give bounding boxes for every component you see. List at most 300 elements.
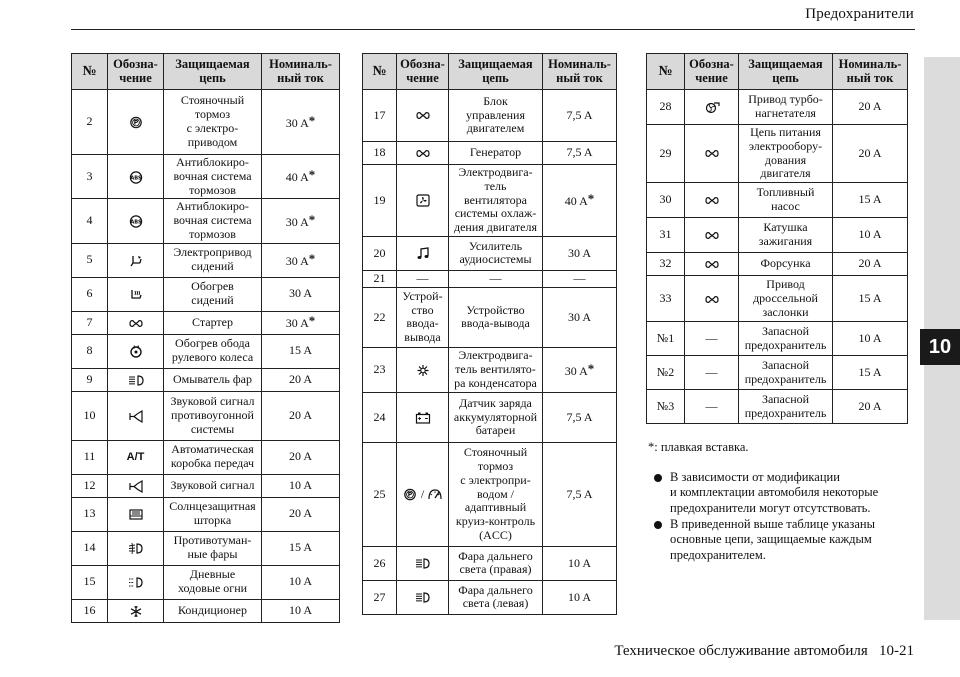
fuse-number-cell bbox=[363, 347, 397, 392]
fuse-rating-cell bbox=[833, 322, 908, 356]
fuse-number-cell bbox=[72, 531, 108, 565]
fuse-circuit-cell bbox=[164, 497, 262, 531]
fuse-circuit: Кондиционер bbox=[178, 602, 247, 617]
fuse-circuit-cell bbox=[449, 90, 543, 142]
fuse-circuit: Привод турбо- нагнетателя bbox=[748, 92, 823, 120]
fuse-rating-cell bbox=[543, 270, 617, 287]
fuse-circuit: Дневные ходовые огни bbox=[177, 567, 248, 596]
fuse-circuit: Звуковой сигнал противоугонной системы bbox=[170, 394, 255, 436]
fuse-rating-cell bbox=[262, 531, 340, 565]
fuse-circuit-cell bbox=[164, 243, 262, 277]
fuse-number-cell bbox=[647, 322, 685, 356]
parking-brake-icon bbox=[128, 116, 144, 129]
fuse-circuit-cell bbox=[449, 347, 543, 392]
fuse-rating: — bbox=[573, 271, 586, 286]
table-row bbox=[72, 277, 340, 311]
fuse-rating-cell bbox=[833, 276, 908, 322]
header-rating-text: Номиналь- ный ток bbox=[838, 56, 902, 85]
fuse-circuit-cell bbox=[739, 183, 833, 218]
fusible-link-marker: * bbox=[308, 112, 316, 128]
fuse-rating-cell bbox=[543, 546, 617, 580]
fuse-circuit: Стартер bbox=[192, 314, 233, 329]
fuse-circuit: Электродвига- тель вентилятора системы охлаж- дения двигателя bbox=[453, 165, 537, 235]
fuse-number-cell bbox=[72, 440, 108, 474]
fuse-icon bbox=[415, 147, 431, 160]
fuse-circuit-cell bbox=[739, 253, 833, 276]
bullet-icon bbox=[654, 521, 662, 529]
horn-icon bbox=[128, 480, 144, 493]
cruise-control-icon bbox=[427, 488, 443, 501]
fuse-symbol-cell bbox=[685, 90, 739, 125]
horn-icon bbox=[128, 410, 144, 423]
fuse-rating: 20 A bbox=[858, 398, 882, 413]
header-circuit bbox=[739, 54, 833, 90]
header-symbol-text: Обозна- чение bbox=[689, 56, 734, 85]
fuse-number: 20 bbox=[373, 245, 386, 260]
fuse-rating-cell bbox=[833, 125, 908, 183]
fuse-number-cell bbox=[647, 356, 685, 390]
fuse-circuit: Электропривод сидений bbox=[173, 245, 252, 274]
fuse-rating: 20 A bbox=[288, 407, 312, 422]
turbo-pump-icon bbox=[704, 101, 720, 114]
fuse-symbol-text: — bbox=[705, 398, 718, 413]
table-row bbox=[72, 368, 340, 391]
fuse-number-cell bbox=[647, 253, 685, 276]
fuse-rating: 40 A bbox=[564, 194, 588, 209]
note-text: В приведенной выше таблице указаны основные цепи, защищаемые каждым предохранителем. bbox=[670, 516, 876, 562]
fuse-symbol-cell bbox=[397, 287, 449, 347]
table-row bbox=[647, 253, 908, 276]
fuse-symbol-text: A/T bbox=[126, 451, 145, 464]
fuse-number-cell bbox=[72, 243, 108, 277]
fuse-number: №3 bbox=[656, 398, 675, 413]
fuse-circuit-cell bbox=[739, 90, 833, 125]
fuse-symbol-cell bbox=[108, 277, 164, 311]
fuse-number: 24 bbox=[373, 409, 386, 424]
fusible-link-marker: * bbox=[308, 211, 316, 227]
fuse-rating-cell bbox=[262, 565, 340, 599]
fuse-number: №1 bbox=[656, 330, 675, 345]
fuse-icon bbox=[128, 317, 144, 330]
fuse-symbol-cell bbox=[108, 440, 164, 474]
fuse-rating: 20 A bbox=[858, 145, 882, 160]
fuse-symbol-cell bbox=[397, 90, 449, 142]
fuse-number: 28 bbox=[659, 99, 672, 114]
fuse-circuit-cell bbox=[739, 218, 833, 253]
fuse-circuit-cell bbox=[164, 199, 262, 243]
header-symbol bbox=[397, 54, 449, 90]
fuse-rating-cell bbox=[543, 347, 617, 392]
header-circuit bbox=[164, 54, 262, 90]
fusible-link-marker: * bbox=[587, 191, 595, 207]
fuse-number-cell bbox=[647, 218, 685, 253]
fuse-symbol-cell bbox=[397, 392, 449, 442]
fuse-circuit: Блок управления двигателем bbox=[466, 93, 525, 136]
fuse-circuit-cell bbox=[164, 391, 262, 440]
fuse-number: 29 bbox=[659, 145, 672, 160]
table-row bbox=[647, 218, 908, 253]
fuse-number-cell bbox=[647, 276, 685, 322]
table-row bbox=[72, 155, 340, 199]
fusible-link-marker: * bbox=[308, 250, 316, 266]
fuse-number: 19 bbox=[373, 192, 386, 207]
fuse-circuit-cell bbox=[449, 580, 543, 614]
fuse-circuit-cell bbox=[449, 270, 543, 287]
header-rating-text: Номиналь- ный ток bbox=[548, 56, 611, 85]
fuse-icon bbox=[704, 194, 720, 207]
fuse-number: 13 bbox=[83, 506, 96, 521]
abs-icon bbox=[128, 215, 144, 228]
fuse-circuit-cell bbox=[164, 368, 262, 391]
table-row bbox=[72, 599, 340, 622]
notes-list bbox=[648, 470, 910, 564]
fuse-rating-cell bbox=[262, 440, 340, 474]
fuse-rating: 30 A bbox=[567, 309, 591, 324]
header-number bbox=[72, 54, 108, 90]
fuse-symbol-text: — bbox=[705, 330, 718, 345]
fuse-circuit-cell bbox=[739, 390, 833, 424]
fuse-table-2 bbox=[362, 53, 617, 615]
fuse-number: 12 bbox=[83, 477, 96, 492]
table-row bbox=[72, 334, 340, 368]
fuse-number-cell bbox=[72, 368, 108, 391]
table-row bbox=[363, 165, 617, 237]
abs-icon bbox=[128, 171, 144, 184]
table-row bbox=[647, 183, 908, 218]
fuse-rating-cell bbox=[262, 243, 340, 277]
table-row bbox=[363, 347, 617, 392]
fuse-symbol-cell bbox=[108, 391, 164, 440]
header-number-text: № bbox=[372, 63, 387, 79]
fuse-number-cell bbox=[647, 90, 685, 125]
headlight-washer-icon bbox=[128, 374, 144, 387]
fuse-circuit-cell bbox=[164, 155, 262, 199]
fuse-rating-cell bbox=[833, 356, 908, 390]
notes bbox=[648, 440, 910, 563]
fuse-rating: 7,5 A bbox=[566, 486, 593, 501]
chapter-tab: 10 bbox=[920, 329, 960, 365]
header-symbol-text: Обозна- чение bbox=[113, 56, 158, 85]
header-circuit bbox=[449, 54, 543, 90]
fuse-number: 23 bbox=[373, 362, 386, 377]
fuse-symbol-cell bbox=[108, 368, 164, 391]
fuse-circuit-cell bbox=[449, 287, 543, 347]
fuse-symbol-cell bbox=[108, 334, 164, 368]
fuse-symbol-cell bbox=[108, 599, 164, 622]
note-item bbox=[648, 517, 910, 564]
header-circuit-text: Защищаемая цепь bbox=[175, 56, 250, 85]
table-row bbox=[363, 90, 617, 142]
fuse-symbol-cell bbox=[397, 236, 449, 270]
table-row bbox=[72, 243, 340, 277]
fuse-number-cell bbox=[363, 546, 397, 580]
table-row bbox=[647, 390, 908, 424]
fuse-number-cell bbox=[72, 391, 108, 440]
fuse-icon bbox=[415, 109, 431, 122]
fuse-circuit: Антиблокиро- вочная система тормозов bbox=[173, 199, 252, 241]
fuse-number-cell bbox=[363, 236, 397, 270]
fuse-rating: 15 A bbox=[858, 364, 882, 379]
fuse-legend: *: плавкая вставка. bbox=[648, 440, 749, 454]
fuse-circuit-cell bbox=[164, 277, 262, 311]
condenser-fan-icon bbox=[415, 364, 431, 377]
fuse-circuit: Обогрев обода рулевого колеса bbox=[171, 336, 254, 365]
fuse-circuit-cell bbox=[164, 474, 262, 497]
fuse-rating: 20 A bbox=[858, 99, 882, 114]
fuse-rating: 15 A bbox=[858, 290, 882, 305]
steering-heater-icon bbox=[128, 345, 144, 358]
fuse-icon bbox=[704, 147, 720, 160]
fuse-rating: 10 A bbox=[858, 330, 882, 345]
fuse-rating: 30 A bbox=[285, 316, 309, 331]
fuse-symbol-cell bbox=[685, 253, 739, 276]
fuse-symbol-cell bbox=[108, 565, 164, 599]
table-header-row bbox=[72, 54, 340, 90]
fuse-rating: 10 A bbox=[858, 227, 882, 242]
fuse-rating-cell bbox=[833, 390, 908, 424]
fuse-number-cell bbox=[72, 155, 108, 199]
fuse-rating: 20 A bbox=[288, 449, 312, 464]
sunshade-icon bbox=[128, 508, 144, 521]
fuse-circuit: Стояночный тормоз с электропри- водом / адаптивный круиз-контроль (ACC) bbox=[455, 445, 536, 542]
symbol-separator: / bbox=[417, 486, 428, 501]
fuse-circuit: Автоматическая коробка передач bbox=[170, 442, 255, 471]
fuse-rating-cell bbox=[262, 311, 340, 334]
fuse-circuit-cell bbox=[739, 322, 833, 356]
fuse-rating-cell bbox=[262, 199, 340, 243]
table-row bbox=[647, 90, 908, 125]
fuse-symbol-cell bbox=[685, 125, 739, 183]
fuse-symbol-text: — bbox=[705, 364, 718, 379]
fuse-rating-cell bbox=[543, 165, 617, 237]
page-header-title: Предохранители bbox=[805, 6, 914, 22]
fuse-number: 4 bbox=[86, 213, 93, 228]
fuse-circuit-cell bbox=[164, 90, 262, 155]
fusible-link-marker: * bbox=[587, 360, 595, 376]
fuse-number: 7 bbox=[86, 314, 93, 329]
fuse-number: 18 bbox=[373, 145, 386, 160]
fuse-circuit-cell bbox=[449, 142, 543, 165]
table-row bbox=[363, 287, 617, 347]
fuse-number: 3 bbox=[86, 168, 93, 183]
fuse-number: 16 bbox=[83, 602, 96, 617]
fuse-number: 26 bbox=[373, 555, 386, 570]
fuse-symbol-text: Устрой- ство ввода- вывода bbox=[402, 288, 443, 345]
fuse-circuit: — bbox=[489, 271, 502, 286]
fuse-number-cell bbox=[647, 183, 685, 218]
high-beam-icon bbox=[415, 591, 431, 604]
fuse-number: 5 bbox=[86, 252, 93, 267]
parking-brake-icon bbox=[402, 488, 418, 501]
header-symbol bbox=[108, 54, 164, 90]
fuse-circuit: Запасной предохранитель bbox=[744, 323, 827, 352]
fuse-rating: 30 A bbox=[285, 214, 309, 229]
fuse-rating-cell bbox=[262, 368, 340, 391]
fuse-circuit-cell bbox=[449, 236, 543, 270]
fuse-circuit: Устройство ввода-вывода bbox=[461, 302, 530, 331]
fuse-circuit-cell bbox=[164, 565, 262, 599]
table-row bbox=[363, 142, 617, 165]
page-footer: Техническое обслуживание автомобиля 10-21 bbox=[614, 643, 914, 659]
fuse-circuit: Омыватель фар bbox=[173, 371, 252, 386]
note-item bbox=[648, 470, 910, 517]
fuse-symbol-cell bbox=[685, 356, 739, 390]
fuse-symbol-cell bbox=[397, 165, 449, 237]
fuse-rating: 40 A bbox=[285, 170, 309, 185]
fuse-rating-cell bbox=[262, 155, 340, 199]
fuse-number: 27 bbox=[373, 589, 386, 604]
fuse-number-cell bbox=[363, 392, 397, 442]
fuse-symbol-cell bbox=[108, 243, 164, 277]
fuse-rating-cell bbox=[543, 90, 617, 142]
table-row bbox=[72, 311, 340, 334]
table-row bbox=[72, 199, 340, 243]
fuse-number: 33 bbox=[659, 290, 672, 305]
fuse-symbol-cell bbox=[685, 390, 739, 424]
fuse-rating-cell bbox=[262, 391, 340, 440]
fuse-circuit-cell bbox=[164, 531, 262, 565]
fuse-symbol-cell bbox=[685, 183, 739, 218]
fuse-icon bbox=[704, 229, 720, 242]
fuse-table-3 bbox=[646, 53, 908, 424]
fog-light-icon bbox=[128, 542, 144, 555]
fuse-circuit-cell bbox=[739, 356, 833, 390]
table-row bbox=[72, 497, 340, 531]
fuse-circuit-cell bbox=[449, 442, 543, 546]
svg-text:ABS: ABS bbox=[129, 175, 142, 182]
fuse-symbol-cell bbox=[397, 442, 449, 546]
table-header-row bbox=[363, 54, 617, 90]
fuse-rating-cell bbox=[543, 392, 617, 442]
fuse-rating-cell bbox=[543, 287, 617, 347]
fuse-number: 6 bbox=[86, 286, 93, 301]
fuse-circuit-cell bbox=[164, 334, 262, 368]
fuse-number-cell bbox=[363, 90, 397, 142]
fuse-number: 10 bbox=[83, 407, 96, 422]
fuse-number-cell bbox=[72, 599, 108, 622]
fuse-number: 32 bbox=[659, 256, 672, 271]
fuse-rating-cell bbox=[262, 474, 340, 497]
fuse-number-cell bbox=[72, 90, 108, 155]
header-circuit-text: Защищаемая цепь bbox=[458, 56, 533, 85]
fuse-number: 8 bbox=[86, 343, 93, 358]
table-row bbox=[647, 125, 908, 183]
fuse-circuit-cell bbox=[164, 599, 262, 622]
fuse-symbol-cell bbox=[108, 474, 164, 497]
header-rule bbox=[71, 29, 915, 30]
fusible-link-marker: * bbox=[308, 313, 316, 329]
fuse-rating-cell bbox=[833, 253, 908, 276]
high-beam-icon bbox=[415, 557, 431, 570]
table-row bbox=[72, 474, 340, 497]
fuse-symbol-cell bbox=[397, 270, 449, 287]
fuse-circuit: Звуковой сигнал bbox=[170, 477, 255, 492]
fuse-rating: 30 A bbox=[285, 115, 309, 130]
header-number bbox=[363, 54, 397, 90]
fuse-number: 30 bbox=[659, 192, 672, 207]
fuse-symbol-cell bbox=[108, 199, 164, 243]
fuse-number: 31 bbox=[659, 227, 672, 242]
header-circuit-text: Защищаемая цепь bbox=[748, 56, 823, 85]
music-note-icon bbox=[415, 247, 431, 260]
fuse-symbol-cell bbox=[397, 347, 449, 392]
table-row bbox=[363, 236, 617, 270]
svg-text:ABS: ABS bbox=[129, 219, 142, 226]
fuse-symbol-cell bbox=[397, 580, 449, 614]
fuse-rating: 10 A bbox=[288, 477, 312, 492]
fuse-number-cell bbox=[363, 142, 397, 165]
fuse-symbol-cell bbox=[108, 311, 164, 334]
table-row bbox=[363, 392, 617, 442]
header-rating-text: Номиналь- ный ток bbox=[269, 56, 332, 85]
fuse-circuit: Обогрев сидений bbox=[191, 279, 234, 308]
header-symbol-text: Обозна- чение bbox=[400, 56, 445, 85]
fuse-symbol-cell bbox=[108, 531, 164, 565]
fuse-circuit: Антиблокиро- вочная система тормозов bbox=[173, 155, 252, 197]
header-symbol bbox=[685, 54, 739, 90]
fuse-symbol-cell bbox=[108, 497, 164, 531]
fuse-circuit: Датчик заряда аккумуляторной батареи bbox=[453, 395, 538, 438]
fuse-rating: 20 A bbox=[858, 256, 882, 271]
fuse-number-cell bbox=[72, 277, 108, 311]
fuse-circuit: Фара дальнего света (левая) bbox=[458, 582, 533, 611]
header-rating bbox=[543, 54, 617, 90]
table-row bbox=[363, 270, 617, 287]
fuse-rating-cell bbox=[833, 90, 908, 125]
table-row bbox=[72, 90, 340, 155]
fuse-number-cell bbox=[363, 442, 397, 546]
fuse-circuit: Форсунка bbox=[760, 256, 811, 271]
battery-icon bbox=[415, 411, 431, 424]
fuse-rating: 7,5 A bbox=[566, 145, 593, 160]
fuse-number-cell bbox=[72, 334, 108, 368]
fuse-circuit-cell bbox=[164, 311, 262, 334]
fuse-rating: 10 A bbox=[567, 589, 591, 604]
radiator-fan-icon bbox=[415, 194, 431, 207]
fuse-number: 25 bbox=[373, 486, 386, 501]
svg-text:P: P bbox=[407, 491, 413, 499]
fuse-icon bbox=[704, 258, 720, 271]
fuse-rating: 10 A bbox=[288, 602, 312, 617]
header-number-text: № bbox=[82, 63, 97, 79]
fuse-rating: 7,5 A bbox=[566, 107, 593, 122]
fuse-number-cell bbox=[363, 165, 397, 237]
bullet-icon bbox=[654, 474, 662, 482]
fuse-symbol-cell bbox=[685, 322, 739, 356]
fuse-circuit: Привод дроссельной заслонки bbox=[753, 276, 818, 319]
header-rating bbox=[833, 54, 908, 90]
fuse-number: №2 bbox=[656, 364, 675, 379]
fuse-rating-cell bbox=[262, 599, 340, 622]
fuse-number-cell bbox=[647, 125, 685, 183]
fuse-circuit: Противотуман- ные фары bbox=[173, 533, 252, 562]
fuse-symbol-cell bbox=[397, 142, 449, 165]
fuse-rating-cell bbox=[262, 90, 340, 155]
fuse-rating-cell bbox=[262, 497, 340, 531]
fuse-rating-cell bbox=[543, 442, 617, 546]
fuse-circuit: Генератор bbox=[469, 145, 522, 160]
fuse-circuit: Цепь питания электрообору- дования двигателя bbox=[748, 125, 823, 181]
seat-heater-icon bbox=[128, 288, 144, 301]
fuse-rating: 10 A bbox=[288, 574, 312, 589]
fuse-number-cell bbox=[363, 270, 397, 287]
table-row bbox=[72, 440, 340, 474]
fuse-number: 15 bbox=[83, 574, 96, 589]
fuse-number-cell bbox=[363, 287, 397, 347]
fuse-rating-cell bbox=[833, 183, 908, 218]
fuse-number: 21 bbox=[373, 271, 386, 286]
fuse-symbol-text: — bbox=[416, 271, 429, 286]
